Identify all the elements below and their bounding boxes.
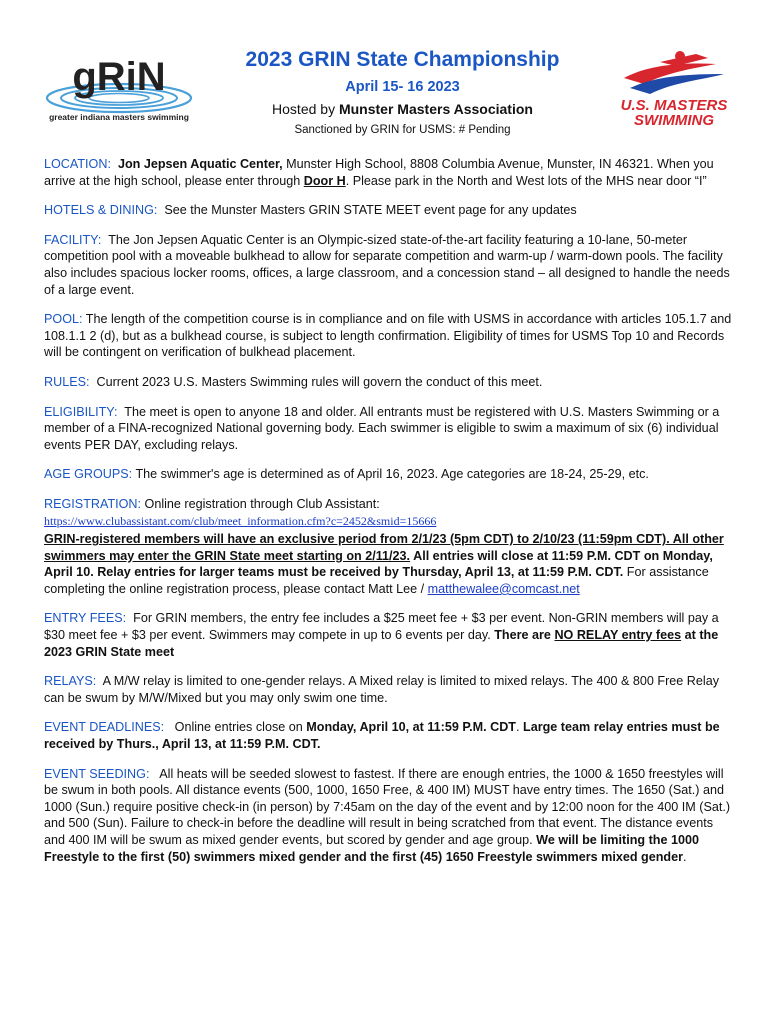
- event-deadlines-label: EVENT DEADLINES:: [44, 720, 165, 735]
- hotels-section: [44, 202, 734, 219]
- entry-fees-no-relay: NO RELAY entry fees: [554, 628, 682, 643]
- age-groups-text: The swimmer's age is determined as of April 16, 2023. Age categories are 18-24, 25-29, etc.: [135, 467, 649, 482]
- hotels-label: HOTELS & DINING:: [44, 203, 158, 218]
- grin-logo: [44, 40, 194, 124]
- location-door: Door H: [303, 173, 346, 188]
- entry-fees-section: [44, 610, 734, 660]
- location-venue: Jon Jepsen Aquatic Center,: [117, 157, 283, 171]
- eligibility-section: [44, 404, 734, 454]
- event-deadlines-bold-1: Monday, April 10, at 11:59 P.M. CDT: [306, 720, 516, 735]
- event-deadlines-text: Online entries close on: [174, 720, 307, 735]
- registration-link[interactable]: https://www.clubassistant.com/club/meet_information.cfm?c=2452&smid=15666: [44, 513, 437, 528]
- facility-text: The Jon Jepsen Aquatic Center is an Olympic-sized state-of-the-art facility featuring a 10-lane, 50-meter competition pool with a moveable bulkhead to allow for separate competition and warm-up / warm-down pools. The facility also includes spacious locker rooms, offices, a large classroom, and a concession stand – all designed to handle the needs of a large event.: [44, 232, 730, 297]
- page-header: [0, 0, 770, 150]
- rules-label: RULES:: [44, 374, 90, 389]
- event-seeding-limit: We will be limiting the 1000 Freestyle to the first (50) swimmers mixed gender and the first (45) 1650 Freestyle swimmers mixed gender: [44, 833, 699, 864]
- rules-text: Current 2023 U.S. Masters Swimming rules will govern the conduct of this meet.: [96, 374, 543, 389]
- entry-fees-text: For GRIN members, the entry fee includes a $25 meet fee + $3 per event. Non-GRIN members will pay a $30 meet fee + $3 per event. Swimmers may compete in up to 6 events per day.: [44, 611, 719, 643]
- contact-email-link[interactable]: matthewalee@comcast.net: [427, 581, 580, 596]
- relays-text: A M/W relay is limited to one-gender relays. A Mixed relay is limited to mixed relays. The 400 & 800 Free Relay can be swum by M/W/Mixed but you may only swim one time.: [44, 674, 720, 705]
- event-deadlines-bold-2: Large team relay entries must be received by Thurs., April 13, at 11:59 P.M. CDT.: [44, 720, 720, 752]
- event-seeding-section: [44, 766, 734, 866]
- usms-logo-line2: SWIMMING: [634, 112, 714, 128]
- registration-exclusive-period: GRIN-registered members will have an exclusive period from 2/1/23 (5pm CDT) to 2/10/23 (11:59pm CDT). All other swimmers may enter the GRIN State meet starting on 2/11/23.: [44, 532, 724, 563]
- eligibility-label: ELIGIBILITY:: [44, 404, 118, 419]
- title-block: [200, 47, 605, 138]
- location-label: LOCATION:: [44, 157, 111, 171]
- usms-logo: [616, 44, 732, 128]
- event-seeding-label: EVENT SEEDING:: [44, 766, 150, 781]
- registration-deadlines: All entries will close at 11:59 P.M. CDT on Monday, April 10. Relay entries for larger teams must be received by Thursday, April 13, at 11:59 P.M. CDT.: [44, 548, 713, 580]
- pool-label: POOL:: [44, 312, 83, 327]
- entry-fees-label: ENTRY FEES:: [44, 611, 127, 626]
- registration-label: REGISTRATION:: [44, 496, 142, 511]
- location-text-2: . Please park in the North and West lots of the MHS near door “I”: [345, 173, 707, 188]
- entry-fees-bold-2: at the 2023 GRIN State meet: [44, 628, 719, 659]
- relays-label: RELAYS:: [44, 674, 97, 689]
- grin-logo-text: gRiN: [72, 55, 166, 99]
- event-deadlines-text-2: .: [516, 720, 523, 735]
- event-seeding-end: .: [683, 849, 687, 864]
- pool-section: [44, 311, 734, 361]
- event-seeding-text: All heats will be seeded slowest to fastest. If there are enough entries, the 1000 & 1650 freestyles will be swum in both pools. All distance events (500, 1000, 1650 Free, & 400 IM) MUST have entry times. The 1650 (Sat.) and 1000 (Sun.) require positive check-in (in person) by 7:45am on the day of the event and by 12:00 noon for the 400 IM (Sat.) and 500 (Sun). Failure to check-in before the deadline will result in being scratched from that event. The distance events and 400 IM will be swum as mixed gender events, but scored by gender and age group.: [44, 766, 731, 847]
- registration-text: Online registration through Club Assistant:: [144, 496, 380, 511]
- entry-fees-bold-1: There are: [490, 628, 555, 643]
- facility-section: [44, 232, 734, 298]
- location-text: Munster High School, 8808 Columbia Avenue, Munster, IN 46321. When you arrive at the high school, please enter through: [44, 157, 714, 188]
- location-section: [44, 156, 734, 189]
- registration-details: [44, 531, 734, 597]
- meet-dates: April 15- 16 2023: [345, 79, 460, 95]
- host-organization: Munster Masters Association: [338, 101, 533, 117]
- eligibility-text: The meet is open to anyone 18 and older. All entrants must be registered with U.S. Masters Swimming or a member of a FINA-recognized National governing body. Each swimmer is eligible to swim a maximum of six (6) individual events PER DAY, excluding relays.: [44, 404, 720, 452]
- hotels-text: See the Munster Masters GRIN STATE MEET event page for any updates: [164, 203, 577, 218]
- event-deadlines-section: [44, 719, 734, 752]
- usms-logo-line1: U.S. MASTERS: [620, 97, 728, 114]
- relays-section: [44, 673, 734, 706]
- registration-section: [44, 496, 734, 529]
- age-groups-section: [44, 466, 734, 483]
- hosted-prefix: Hosted by: [272, 101, 339, 117]
- meet-information: [44, 156, 734, 878]
- rules-section: [44, 374, 734, 391]
- age-groups-label: AGE GROUPS:: [44, 467, 133, 482]
- grin-logo-subtitle: greater indiana masters swimming: [49, 112, 189, 122]
- hosted-by: [200, 99, 605, 119]
- page-title: 2023 GRIN State Championship: [245, 48, 560, 71]
- pool-text: The length of the competition course is in compliance and on file with USMS in accordance with articles 105.1.7 and 108.1.1 2 (d), but as a bulkhead course, is subject to length confirmation. Eligibility of times for USMS Top 10 and Records will be contingent on verification of bulkhead placement.: [44, 312, 732, 360]
- registration-assist-text: For assistance completing the online registration process, please contact Matt Lee /: [44, 565, 709, 596]
- sanction-note: Sanctioned by GRIN for USMS: # Pending: [294, 124, 511, 136]
- facility-label: FACILITY:: [44, 232, 102, 247]
